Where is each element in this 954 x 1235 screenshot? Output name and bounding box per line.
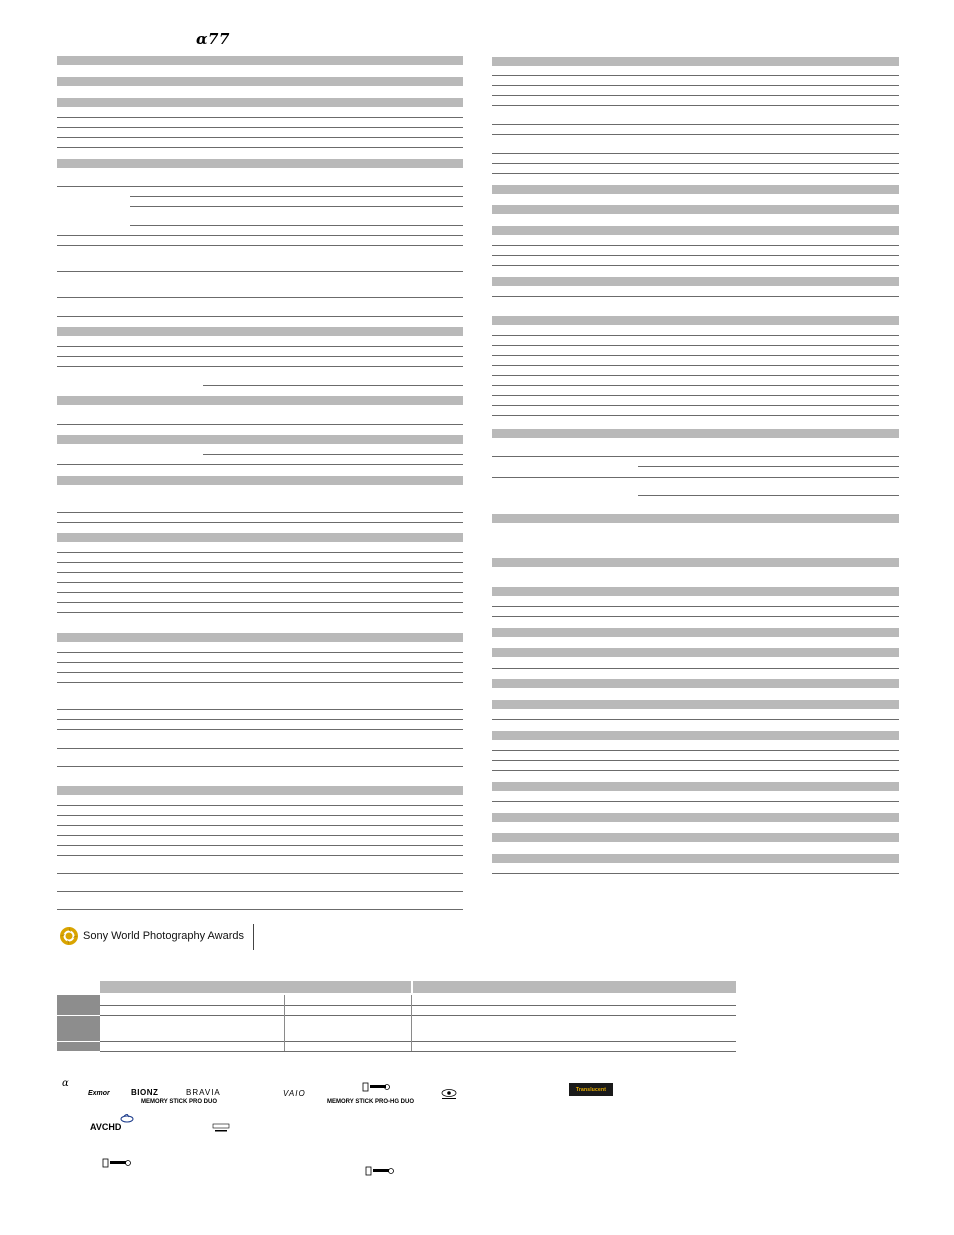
table-row-header [57, 1016, 100, 1041]
table-header-divider [411, 981, 413, 993]
row-line [492, 85, 899, 86]
row-line [492, 477, 899, 478]
row-line [130, 196, 463, 197]
row-line [57, 709, 463, 710]
row-line [492, 719, 899, 720]
row-line [57, 572, 463, 573]
row-line [492, 415, 899, 416]
section-bar [492, 205, 899, 214]
row-line [492, 335, 899, 336]
row-line [57, 356, 463, 357]
row-line [492, 616, 899, 617]
row-line [57, 137, 463, 138]
row-line [203, 454, 463, 455]
row-line [492, 456, 899, 457]
section-bar [57, 77, 463, 86]
vaio-logo: VAIO [283, 1089, 306, 1098]
section-bar [492, 854, 899, 863]
section-bar [57, 786, 463, 795]
row-line [492, 375, 899, 376]
row-line [57, 662, 463, 663]
row-line [492, 873, 899, 874]
row-line [57, 582, 463, 583]
section-bar [492, 316, 899, 325]
section-bar [57, 327, 463, 336]
memory-stick-pro-duo-logo: MEMORY STICK PRO DUO [141, 1099, 218, 1105]
row-line [57, 245, 463, 246]
table-row-line [100, 1041, 736, 1042]
table-row-header [57, 995, 100, 1015]
row-line [57, 147, 463, 148]
row-line [57, 805, 463, 806]
row-line [492, 668, 899, 669]
model-title: α77 [196, 30, 230, 48]
avchd-progressive-icon [212, 1123, 230, 1133]
awards-label: Sony World Photography Awards [83, 930, 245, 942]
section-bar [492, 514, 899, 523]
row-line [492, 173, 899, 174]
awards-divider [253, 924, 254, 950]
row-line [57, 815, 463, 816]
row-line [492, 134, 899, 135]
row-line [57, 891, 463, 892]
table-header [100, 981, 736, 993]
row-line [57, 117, 463, 118]
row-line [57, 766, 463, 767]
row-line [57, 719, 463, 720]
row-line [492, 750, 899, 751]
row-line [492, 124, 899, 125]
row-line [57, 271, 463, 272]
row-line [57, 512, 463, 513]
memory-stick-emblem-icon [102, 1158, 132, 1168]
row-line [57, 366, 463, 367]
section-bar [492, 731, 899, 740]
section-bar [492, 833, 899, 842]
table-row-line [100, 1015, 736, 1016]
section-bar [492, 226, 899, 235]
row-line [57, 297, 463, 298]
section-bar [492, 185, 899, 194]
row-line [57, 855, 463, 856]
row-line [492, 760, 899, 761]
memory-stick-emblem-icon [362, 1082, 390, 1092]
section-bar [492, 813, 899, 822]
section-bar [57, 533, 463, 542]
row-line [57, 748, 463, 749]
row-line [130, 225, 463, 226]
row-line [57, 424, 463, 425]
row-line [492, 265, 899, 266]
section-bar [57, 435, 463, 444]
row-line [57, 612, 463, 613]
row-line [57, 592, 463, 593]
row-line [57, 552, 463, 553]
section-bar [57, 56, 463, 65]
section-bar [492, 277, 899, 286]
row-line [638, 466, 899, 467]
row-line [203, 385, 463, 386]
table-col-line [411, 995, 412, 1051]
section-bar [492, 628, 899, 637]
row-line [57, 909, 463, 910]
section-bar [492, 57, 899, 66]
row-line [492, 95, 899, 96]
row-line [130, 206, 463, 207]
row-line [492, 245, 899, 246]
row-line [492, 385, 899, 386]
row-line [492, 153, 899, 154]
row-line [492, 770, 899, 771]
row-line [57, 729, 463, 730]
row-line [57, 845, 463, 846]
section-bar [492, 700, 899, 709]
row-line [57, 316, 463, 317]
row-line [492, 105, 899, 106]
avchd-logo: AVCHD [90, 1122, 122, 1132]
table-row-line [100, 1005, 736, 1006]
row-line [492, 395, 899, 396]
eye-emblem-icon [440, 1088, 458, 1100]
row-line [57, 562, 463, 563]
row-line [492, 163, 899, 164]
alpha-logo: α [62, 1078, 69, 1089]
row-line [492, 355, 899, 356]
row-line [57, 464, 463, 465]
row-line [492, 365, 899, 366]
row-line [57, 602, 463, 603]
table-col-line [284, 995, 285, 1051]
row-line [57, 835, 463, 836]
memory-stick-pro-hg-duo-logo: MEMORY STICK PRO-HG DUO [327, 1099, 415, 1105]
row-line [492, 296, 899, 297]
translucent-logo: Translucent [569, 1083, 613, 1096]
awards-emblem-icon [59, 926, 79, 946]
section-bar [492, 782, 899, 791]
section-bar [492, 648, 899, 657]
table-row-line [100, 1051, 736, 1052]
row-line [57, 186, 463, 187]
section-bar [492, 679, 899, 688]
exmor-logo: Exmor [88, 1090, 110, 1097]
bionz-logo: BIONZ [131, 1088, 159, 1097]
table-row-header [57, 1042, 100, 1051]
row-line [57, 127, 463, 128]
row-line [57, 873, 463, 874]
row-line [57, 682, 463, 683]
row-line [57, 652, 463, 653]
section-bar [57, 476, 463, 485]
section-bar [57, 633, 463, 642]
row-line [57, 235, 463, 236]
row-line [638, 495, 899, 496]
row-line [57, 346, 463, 347]
row-line [57, 522, 463, 523]
blu-ray-disc-icon [120, 1114, 134, 1123]
row-line [492, 345, 899, 346]
memory-stick-emblem-icon [365, 1166, 395, 1176]
section-bar [492, 429, 899, 438]
row-line [492, 405, 899, 406]
section-bar [492, 587, 899, 596]
section-bar [57, 159, 463, 168]
row-line [57, 672, 463, 673]
row-line [492, 606, 899, 607]
row-line [492, 801, 899, 802]
row-line [492, 255, 899, 256]
row-line [57, 825, 463, 826]
bravia-logo: BRAVIA [186, 1088, 221, 1097]
section-bar [57, 396, 463, 405]
awards-logo [59, 926, 244, 946]
section-bar [57, 98, 463, 107]
row-line [492, 75, 899, 76]
section-bar [492, 558, 899, 567]
